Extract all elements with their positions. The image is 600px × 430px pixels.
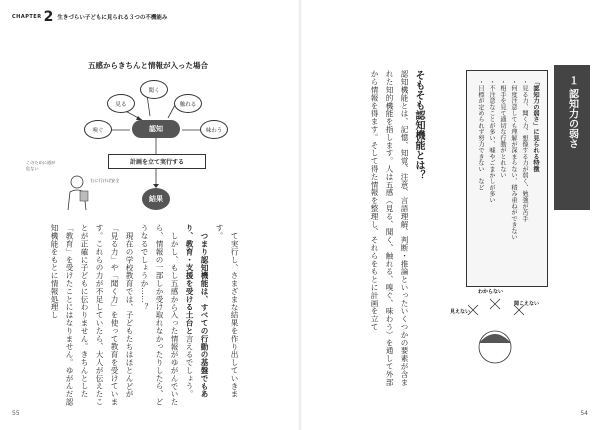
face-label-mid: わからない <box>478 289 504 295</box>
page-number-left: 55 <box>12 410 20 417</box>
feature-item: ・不注意なことが多い、嘘やごまかしが多い <box>488 79 495 203</box>
sense-bubble-smell: 嗅ぐ <box>84 120 112 139</box>
left-paragraph-2-rest: 言えるでしょう。 <box>185 334 194 398</box>
diagram-title: 五感からきちんと情報が入った場合 <box>88 61 208 70</box>
child-illustration <box>62 174 92 212</box>
left-paragraph-2-bold: つまり認知機能は、すべての行動の基盤でもあり、教育・支援を受ける土台と <box>185 224 209 398</box>
sense-bubble-see: 見る <box>107 94 135 113</box>
chapter-word: CHAPTER <box>12 14 42 20</box>
feature-item: ・何度注意しても理解が深まらない、積み重ねができない <box>510 79 517 241</box>
right-page <box>300 0 600 430</box>
face-label-right: 聞こえない <box>514 301 540 307</box>
chapter-header <box>12 10 167 24</box>
face-illustration <box>460 295 530 375</box>
sense-bubble-touch: 触れる <box>174 94 202 113</box>
feature-box <box>466 70 548 287</box>
feature-item: ・目標が定められず努力できない など <box>477 79 484 191</box>
section-heading: そもそも認知機能とは？ <box>413 70 424 180</box>
sense-bubble-taste: 味わう <box>200 120 228 139</box>
right-paragraph: 認知機能とは、記憶、知覚、注意、言語理解、判断・推論といったいくつかの要素が含まれた知的機能を指します。人は五感（見る、聞く、触れる、嗅ぐ、味わう）を通して外部から情報を得ます。そして得た情報を整理し、それらをもとに計画を立て <box>370 70 409 386</box>
left-body-text <box>50 224 242 412</box>
sense-bubble-hear: 聞く <box>140 80 168 99</box>
note-right: 右に行けば安全 <box>90 178 120 183</box>
note-left: このために道が危ない <box>26 160 56 171</box>
feature-box-content <box>475 79 541 279</box>
left-paragraph-3: しかし、もし五感から入った情報がゆがんでいたら、情報の一部しか受け取れなかったりしたら、どうなるでしょうか……？ <box>140 224 179 406</box>
page-number-right: 54 <box>580 410 588 417</box>
feature-box-title: 「認知力の弱さ」に見られる特徴 <box>532 79 539 172</box>
senses-diagram <box>26 70 260 220</box>
right-body-text <box>312 70 412 390</box>
result-circle: 結果 <box>142 188 170 210</box>
chapter-number: 2 <box>43 9 54 25</box>
chapter-title: 生きづらい子どもに見られる３つの不機能み <box>57 15 168 21</box>
feature-item: ・見る力、聞く力、想像する力が弱く、勉強が苦手 <box>521 79 528 222</box>
plan-box: 計画を立て実行する <box>108 154 206 169</box>
left-paragraph-2 <box>182 224 212 412</box>
left-paragraph-1: て実行し、さまざまな結果を作り出していきます。 <box>215 224 239 398</box>
cognition-pill: 認知 <box>132 120 180 138</box>
section-side-label: １ 認知力の弱さ <box>554 65 590 210</box>
face-label-left: 見えない <box>450 309 471 315</box>
feature-item: ・相手を見て適切な行動がとれない <box>499 79 506 179</box>
left-paragraph-4: 現在の学校教育では、子どもたちはほとんどが「見る力」や「聞く力」を使って教育を受けています。これらの力が不足していたら、大人が伝えたことが正確に子どもに伝わりません。きちんとした「教育」を受けたことにはなりません。ゆがんだ認知機能をもとに情報処理し <box>50 224 134 406</box>
